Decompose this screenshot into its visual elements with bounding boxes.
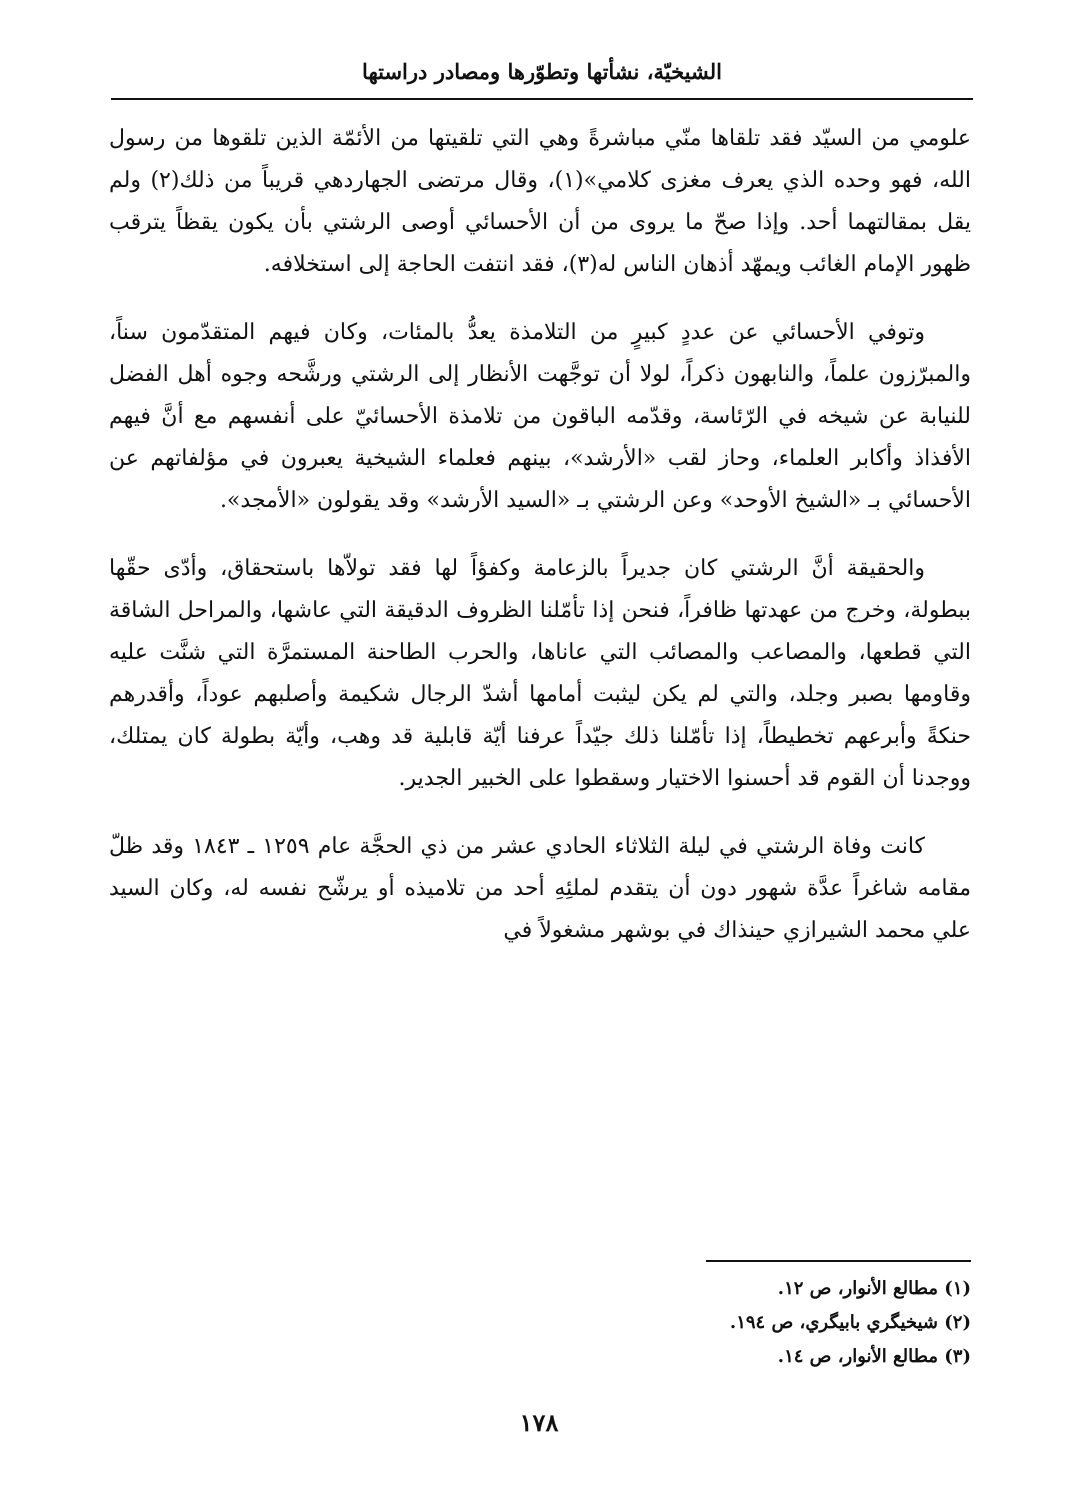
footnotes bbox=[109, 1272, 971, 1374]
footnote-1: (١) مطالع الأنوار، ص ١٢. bbox=[777, 1278, 971, 1299]
main-text bbox=[109, 118, 971, 978]
page-number: ١٧٨ bbox=[519, 1408, 559, 1437]
paragraph-4: كانت وفاة الرشتي في ليلة الثلاثاء الحادي عشر من ذي الحجَّة عام ١٢٥٩ ـ ١٨٤٣ وقد ظلّ مقامه شاغراً عدَّة شهور دون أن يتقدم لملئِهِ أحد من تلاميذه أو يرشّح نفسه له، وكان السيد علي محمد الشيرازي حينذاك في بوشهر مشغولاً في bbox=[109, 834, 971, 943]
paragraph-1: علومي من السيّد فقد تلقاها منّي مباشرةً وهي التي تلقيتها من الأئمّة الذين تلقوها من رسول الله، فهو وحده الذي يعرف مغزى كلامي»(١)، وقال مرتضى الجهاردهي قريباً من ذلك(٢) ولم يقل بمقالتهما أحد. وإذا صحّ ما يروى من أن الأحسائي أوصى الرشتي بأن يكون يقظاً يترقب ظهور الإمام الغائب ويمهّد أذهان الناس له(٣)، فقد انتفت الحاجة إلى استخلافه. bbox=[109, 126, 971, 277]
header-divider bbox=[111, 98, 973, 100]
running-title: الشيخيّة، نشأتها وتطوّرها ومصادر دراستها bbox=[362, 59, 722, 84]
footnote-2: (٢) شيخيگري بابيگري، ص ١٩٤. bbox=[729, 1312, 971, 1333]
paragraph-2: وتوفي الأحسائي عن عددٍ كبيرٍ من التلامذة يعدُّ بالمئات، وكان فيهم المتقدّمون سناً، والمبرّزون علماً، والنابهون ذكراً، لولا أن توجَّهت الأنظار إلى الرشتي ورشَّحه وجوه أهل الفضل للنيابة عن شيخه في الرّئاسة، وقدّمه الباقون من تلامذة الأحسائيّ على أنفسهم مع أنَّ فيهم الأفذاذ وأكابر العلماء، وحاز لقب «الأرشد»، بينهم فعلماء الشيخية يعبرون في مؤلفاتهم عن الأحسائي بـ «الشيخ الأوحد» وعن الرشتي بـ «السيد الأرشد» وقد يقولون «الأمجد». bbox=[109, 320, 971, 513]
footnote-divider bbox=[706, 1260, 971, 1262]
paragraph-3: والحقيقة أنَّ الرشتي كان جديراً بالزعامة وكفؤاً لها فقد تولاّها باستحقاق، وأدّى حقّها ببطولة، وخرج من عهدتها ظافراً، فنحن إذا تأمّلنا الظروف الدقيقة التي عاشها، والمراحل الشاقة التي قطعها، والمصاعب والمصائب التي عاناها، والحرب الطاحنة المستمرَّة التي شنَّت عليه وقاومها بصبر وجلد، والتي لم يكن ليثبت أمامها أشدّ الرجال شكيمة وأصلبهم عوداً، وأقدرهم حنكةً وأبرعهم تخطيطاً، إذا تأمّلنا ذلك جيّداً عرفنا أيّة قابلية قد وهب، وأيّة بطولة كان يمتلك، ووجدنا أن القوم قد أحسنوا الاختيار وسقطوا على الخبير الجدير. bbox=[109, 556, 971, 791]
footnote-3: (٣) مطالع الأنوار، ص ١٤. bbox=[777, 1346, 971, 1367]
